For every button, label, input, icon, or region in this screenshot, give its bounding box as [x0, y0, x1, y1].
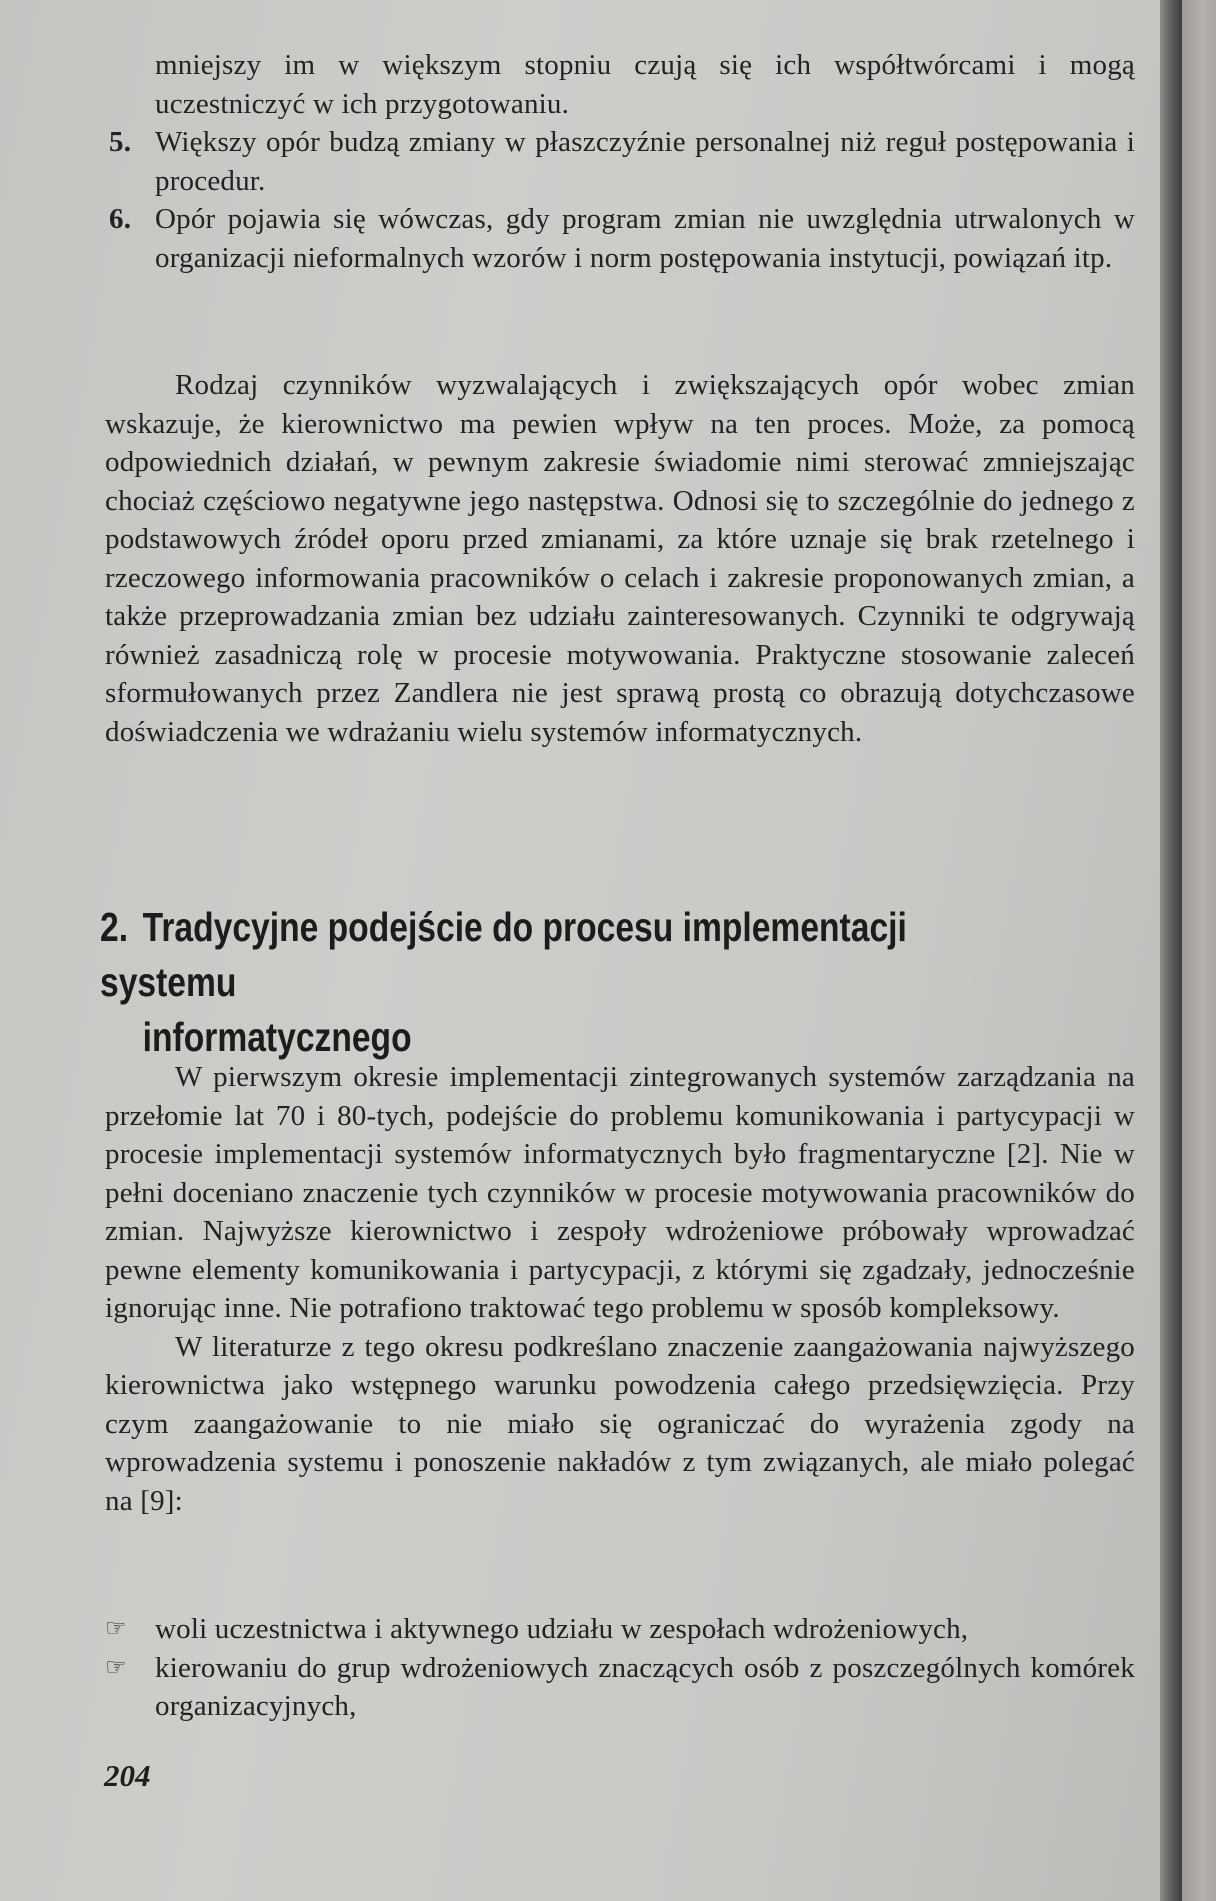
- bullet-text: woli uczestnictwa i aktywnego udziału w zespołach wdrożeniowych,: [155, 1613, 969, 1645]
- paragraph-first-period: [105, 1058, 1135, 1520]
- page-number: 204: [104, 1758, 151, 1793]
- bullet-list: [105, 1610, 1135, 1726]
- pointing-hand-icon: ☞: [105, 1654, 127, 1681]
- bullet-item: [105, 1649, 1135, 1726]
- paragraph-text: W literaturze z tego okresu podkreślano znaczenie zaangażowania najwyższego kierownictwa jako wstępnego warunku powodzenia całego przedsięwzięcia. Przy czym zaangażowanie to nie miało się ograniczać do wyrażenia zgody na wprowadzenia systemu i ponoszenie nakładów z tym związanych, ale miało polegać na [9]:: [105, 1330, 1135, 1517]
- book-binding: [1182, 0, 1216, 1901]
- list-item-text: Opór pojawia się wówczas, gdy program zmian nie uwzględnia utrwalonych w organizacji nieformalnych wzorów i norm postępowania instytucji, powiązań itp.: [155, 203, 1135, 274]
- top-numbered-list: [105, 46, 1135, 277]
- list-item-text: Większy opór budzą zmiany w płaszczyźnie personalnej niż reguł postępowania i procedur.: [155, 126, 1135, 197]
- section-title-line2: informatycznego: [142, 1014, 412, 1060]
- paragraph-resistance-factors: [105, 366, 1135, 751]
- list-item-6: [105, 200, 1135, 277]
- section-heading: [100, 900, 920, 1065]
- paragraph-text: Rodzaj czynników wyzwalających i zwiększających opór wobec zmian wskazuje, że kierownictwo ma pewien wpływ na ten proces. Może, za pomocą odpowiednich działań, w pewnym zakresie świadomie nimi sterować zmniejszając chociaż częściowo negatywne jego następstwa. Odnosi się to szczególnie do jednego z podstawowych źródeł oporu przed zmianami, za które uznaje się brak rzetelnego i rzeczowego informowania pracowników o celach i zakresie proponowanych zmian, a także przeprowadzania zmian bez udziału zainteresowanych. Czynniki te odgrywają również zasadniczą rolę w procesie motywowania. Praktyczne stosowanie zaleceń sformułowanych przez Zandlera nie jest sprawą prostą co obrazują dotychczasowe doświadczenia we wdrażaniu wielu systemów informatycznych.: [105, 369, 1135, 748]
- list-number: 5.: [109, 126, 132, 158]
- section-title-line1: Tradycyjne podejście do procesu implementacji systemu: [100, 904, 907, 1005]
- bullet-text: kierowaniu do grup wdrożeniowych znaczących osób z poszczególnych komórek organizacyjnych,: [155, 1651, 1135, 1722]
- bullet-item: [105, 1610, 1135, 1649]
- list-number: 6.: [109, 203, 132, 235]
- page-edge-shadow: [1160, 0, 1182, 1901]
- section-number: 2.: [100, 904, 129, 950]
- pointing-hand-icon: ☞: [105, 1616, 127, 1642]
- paragraph-text: W pierwszym okresie implementacji zintegrowanych systemów zarządzania na przełomie lat 70 i 80-tych, podejście do problemu komunikowania i partycypacji w procesie implementacji systemów informatycznych było fragmentaryczne [2]. Nie w pełni doceniano znaczenie tych czynników w procesie motywowania pracowników do zmian. Najwyższe kierownictwo i zespoły wdrożeniowe próbowały wprowadzać pewne elementy komunikowania i partycypacji, z którymi się zgadzały, jednocześnie ignorując inne. Nie potrafiono traktować tego problemu w sposób kompleksowy.: [105, 1061, 1135, 1324]
- list-item-continuation: mniejszy im w większym stopniu czują się ich współtwórcami i mogą uczestniczyć w ich przygotowaniu.: [155, 49, 1135, 120]
- list-item-5: [105, 123, 1135, 200]
